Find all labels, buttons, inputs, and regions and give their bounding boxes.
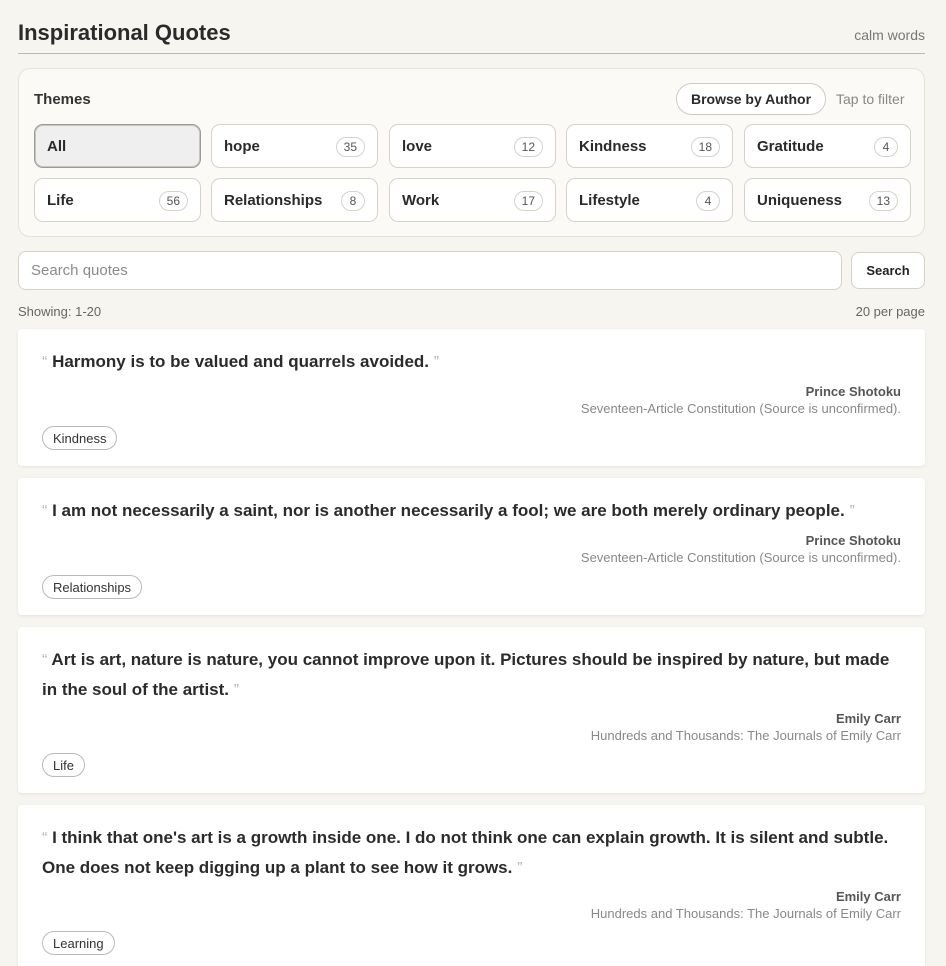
theme-chip-label: Gratitude bbox=[757, 138, 824, 155]
page-header bbox=[18, 18, 925, 54]
quote-body: Harmony is to be valued and quarrels avoided. bbox=[52, 352, 430, 371]
theme-chip-count: 8 bbox=[341, 191, 365, 211]
quote-card bbox=[18, 627, 925, 793]
search-input[interactable] bbox=[18, 251, 842, 290]
quote-body: I am not necessarily a saint, nor is another necessarily a fool; we are both merely ordinary people. bbox=[52, 501, 845, 520]
theme-chip-hope[interactable] bbox=[211, 124, 378, 168]
quote-text bbox=[42, 347, 905, 377]
theme-chip-count: 56 bbox=[159, 191, 188, 211]
tap-to-filter-hint: Tap to filter bbox=[836, 91, 905, 107]
quote-source: Seventeen-Article Constitution (Source is unconfirmed). bbox=[580, 401, 901, 416]
quote-author[interactable]: Prince Shotoku bbox=[805, 384, 901, 399]
theme-chip-count: 18 bbox=[691, 137, 720, 157]
quote-tag[interactable]: Learning bbox=[42, 931, 115, 955]
quote-source: Hundreds and Thousands: The Journals of Emily Carr bbox=[590, 906, 901, 921]
theme-chip-label: Kindness bbox=[579, 138, 647, 155]
page-title: Inspirational Quotes bbox=[18, 20, 231, 45]
quote-author[interactable]: Emily Carr bbox=[835, 711, 901, 726]
quote-text bbox=[42, 496, 905, 526]
themes-title: Themes bbox=[34, 91, 91, 108]
browse-by-author-button[interactable]: Browse by Author bbox=[676, 83, 826, 115]
theme-chip-count: 17 bbox=[514, 191, 543, 211]
open-quote-mark: “ bbox=[42, 652, 48, 669]
theme-chip-label: Uniqueness bbox=[757, 192, 843, 209]
theme-chip-label: Work bbox=[402, 192, 440, 209]
theme-chip-gratitude[interactable] bbox=[744, 124, 911, 168]
theme-chip-all[interactable] bbox=[34, 124, 201, 168]
quote-author[interactable]: Emily Carr bbox=[835, 889, 901, 904]
per-page-label: 20 per page bbox=[855, 304, 925, 319]
results-range: Showing: 1-20 bbox=[18, 304, 102, 319]
theme-chip-count: 4 bbox=[696, 191, 720, 211]
quote-tag[interactable]: Kindness bbox=[42, 426, 117, 450]
quote-card bbox=[18, 478, 925, 615]
theme-chip-relationships[interactable] bbox=[211, 178, 378, 222]
theme-chip-uniqueness[interactable] bbox=[744, 178, 911, 222]
theme-chip-love[interactable] bbox=[389, 124, 556, 168]
close-quote-mark: ” bbox=[517, 860, 523, 877]
open-quote-mark: “ bbox=[42, 503, 48, 520]
close-quote-mark: ” bbox=[433, 354, 440, 371]
theme-chip-count: 13 bbox=[869, 191, 898, 211]
theme-chip-count: 4 bbox=[874, 137, 898, 157]
quote-source: Seventeen-Article Constitution (Source is unconfirmed). bbox=[580, 550, 901, 565]
theme-chip-life[interactable] bbox=[34, 178, 201, 222]
theme-chip-label: All bbox=[47, 138, 67, 155]
theme-chip-count: 35 bbox=[336, 137, 365, 157]
theme-chip-lifestyle[interactable] bbox=[566, 178, 733, 222]
quote-source: Hundreds and Thousands: The Journals of Emily Carr bbox=[590, 728, 901, 743]
quote-body: I think that one's art is a growth inside one. I do not think one can explain growth. It is silent and subtle. One does not keep digging up a plant to see how it grows. bbox=[42, 828, 889, 877]
quote-author[interactable]: Prince Shotoku bbox=[805, 533, 901, 548]
theme-chip-work[interactable] bbox=[389, 178, 556, 222]
page-subtitle: calm words bbox=[854, 27, 925, 43]
theme-chip-label: love bbox=[402, 138, 433, 155]
quote-card bbox=[18, 805, 925, 966]
open-quote-mark: “ bbox=[42, 354, 48, 371]
theme-chip-count: 12 bbox=[514, 137, 543, 157]
quote-body: Art is art, nature is nature, you cannot improve upon it. Pictures should be inspired by nature, but made in the soul of the artist. bbox=[42, 650, 890, 699]
themes-panel bbox=[18, 68, 925, 237]
close-quote-mark: ” bbox=[849, 503, 855, 520]
theme-chip-kindness[interactable] bbox=[566, 124, 733, 168]
quote-card bbox=[18, 329, 925, 466]
close-quote-mark: ” bbox=[233, 682, 240, 699]
quote-text bbox=[42, 645, 905, 705]
theme-chip-label: Life bbox=[47, 192, 74, 209]
theme-chip-label: hope bbox=[224, 138, 260, 155]
quote-text bbox=[42, 823, 905, 883]
search-button[interactable]: Search bbox=[851, 252, 925, 289]
quote-tag[interactable]: Relationships bbox=[42, 575, 142, 599]
theme-chip-label: Lifestyle bbox=[579, 192, 640, 209]
open-quote-mark: “ bbox=[42, 830, 48, 847]
theme-chip-label: Relationships bbox=[224, 192, 323, 209]
quote-tag[interactable]: Life bbox=[42, 753, 85, 777]
